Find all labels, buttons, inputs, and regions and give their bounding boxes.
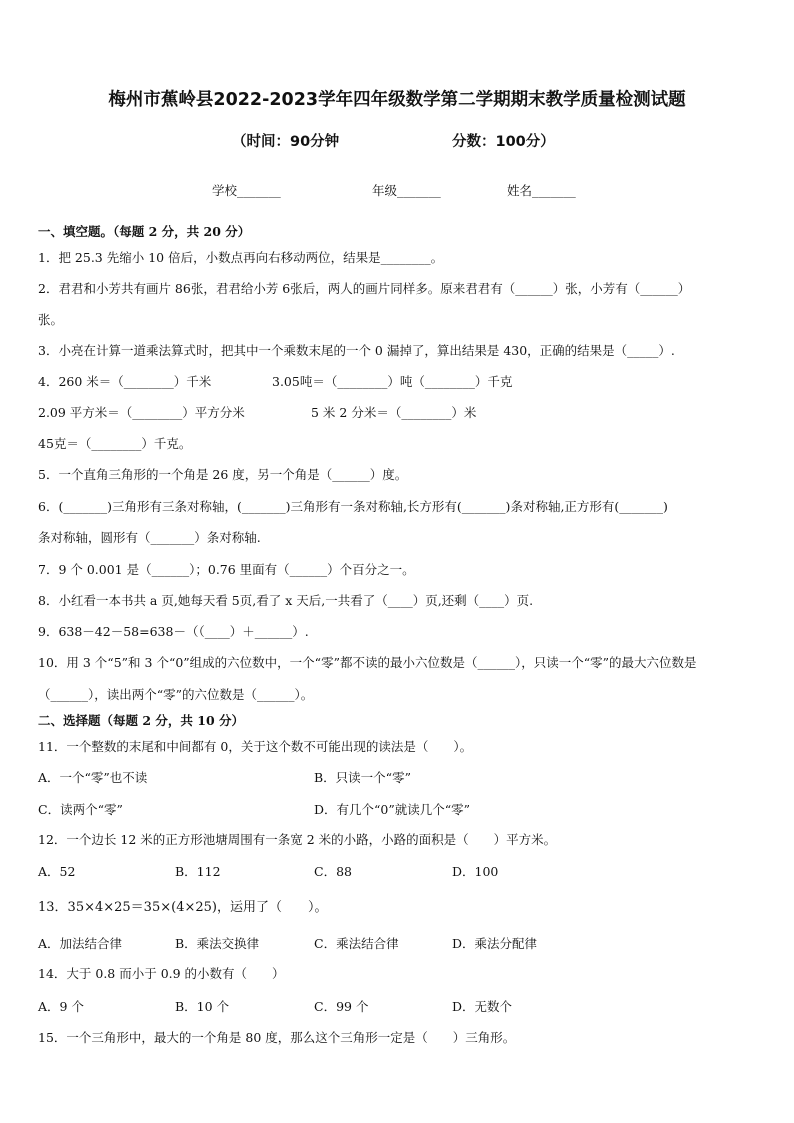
q12-option-c: C．88	[314, 864, 352, 879]
q13-option-b: B．乘法交换律	[175, 936, 260, 951]
q13-option-a: A．加法结合律	[38, 936, 123, 951]
school-field: 学校_______	[212, 183, 281, 198]
q11-option-b: B．只读一个“零”	[314, 770, 411, 785]
question-4e: 45克＝（________）千克。	[38, 436, 192, 451]
q13-option-d: D．乘法分配律	[452, 936, 538, 951]
q14-option-c: C．99 个	[314, 999, 369, 1014]
q14-option-a: A．9 个	[38, 999, 84, 1014]
question-14: 14．大于 0.8 而小于 0.9 的小数有（ ）	[38, 966, 285, 981]
exam-time: （时间：90分钟	[232, 134, 340, 150]
q13-option-c: C．乘法结合律	[314, 936, 399, 951]
question-4c: 2.09 平方米＝（________）平方分米	[38, 405, 245, 420]
q14-option-b: B．10 个	[175, 999, 230, 1014]
exam-score: 分数：100分）	[452, 134, 555, 150]
name-field: 姓名_______	[507, 183, 576, 198]
question-8: 8．小红看一本书共 a 页,她每天看 5页,看了 x 天后,一共看了（____）页,还剩（____）页.	[38, 593, 534, 608]
question-6: 6．(_______)三角形有三条对称轴，(_______)三角形有一条对称轴,长方形有(_______)条对称轴,正方形有(_______)	[38, 499, 668, 514]
question-13: 13．35×4×25＝35×(4×25)，运用了（ ）。	[38, 900, 328, 915]
question-3: 3．小亮在计算一道乘法算式时，把其中一个乘数末尾的一个 0 漏掉了，算出结果是 430，正确的结果是（_____）.	[38, 343, 675, 358]
q12-option-a: A．52	[38, 864, 76, 879]
q11-option-a: A．一个“零”也不读	[38, 770, 148, 785]
question-2-cont: 张。	[38, 312, 64, 327]
q12-option-d: D．100	[452, 864, 499, 879]
question-11: 11．一个整数的末尾和中间都有 0，关于这个数不可能出现的读法是（ ）。	[38, 739, 473, 754]
question-1: 1．把 25.3 先缩小 10 倍后，小数点再向右移动两位，结果是________。	[38, 250, 444, 265]
question-12: 12．一个边长 12 米的正方形池塘周围有一条宽 2 米的小路，小路的面积是（ ）平方米。	[38, 832, 557, 847]
question-6-cont: 条对称轴，圆形有（_______）条对称轴.	[38, 530, 261, 545]
question-10: 10．用 3 个“5”和 3 个“0”组成的六位数中，一个“零”都不读的最小六位数是（______），只读一个“零”的最大六位数是	[38, 655, 697, 670]
question-7: 7．9 个 0.001 是（______）；0.76 里面有（______）个百分之一。	[38, 562, 415, 577]
question-10-cont: （______），读出两个“零”的六位数是（______）。	[38, 687, 314, 702]
question-5: 5．一个直角三角形的一个角是 26 度，另一个角是（______）度。	[38, 467, 408, 482]
question-4a: 4．260 米＝（________）千米	[38, 374, 212, 389]
page-title: 梅州市蕉岭县2022-2023学年四年级数学第二学期期末教学质量检测试题	[108, 90, 686, 110]
section-heading-choice: 二、选择题（每题 2 分，共 10 分）	[38, 713, 245, 728]
question-9: 9．638－42－58=638－（（____）＋______）.	[38, 624, 309, 639]
question-15: 15．一个三角形中，最大的一个角是 80 度，那么这个三角形一定是（ ）三角形。	[38, 1030, 516, 1045]
question-4b: 3.05吨＝（________）吨（________）千克	[272, 374, 513, 389]
section-heading-fill-blank: 一、填空题。（每题 2 分，共 20 分）	[38, 224, 251, 239]
q11-option-c: C．读两个“零”	[38, 802, 123, 817]
grade-field: 年级_______	[372, 183, 441, 198]
q11-option-d: D．有几个“0”就读几个“零”	[314, 802, 471, 817]
question-2: 2．君君和小芳共有画片 86张，君君给小芳 6张后，两人的画片同样多。原来君君有（______）张，小芳有（______）	[38, 281, 691, 296]
question-4d: 5 米 2 分米＝（________）米	[311, 405, 477, 420]
q14-option-d: D．无数个	[452, 999, 513, 1014]
q12-option-b: B．112	[175, 864, 221, 879]
